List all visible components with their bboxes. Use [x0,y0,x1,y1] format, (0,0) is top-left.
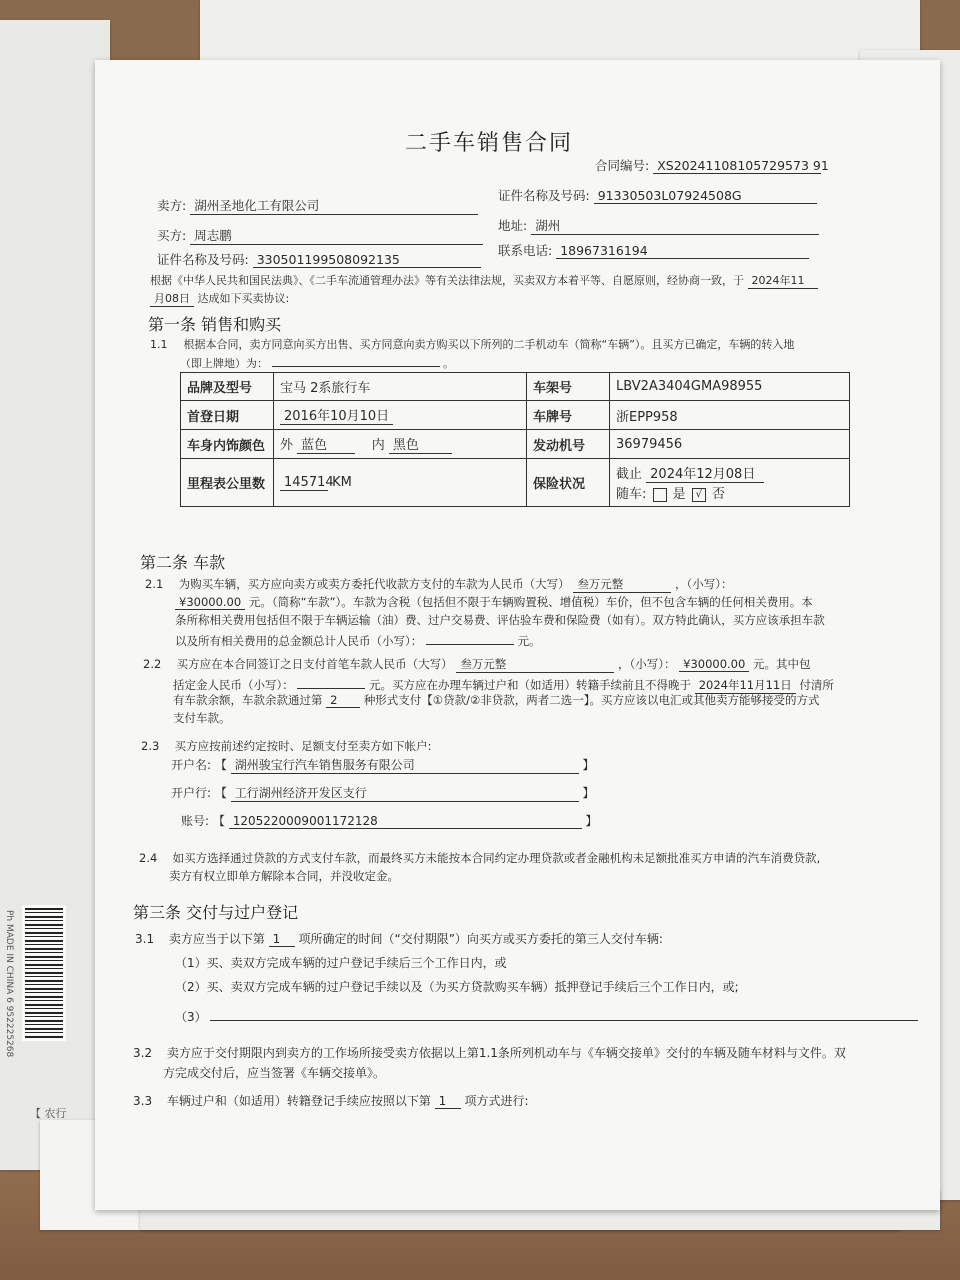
clause-2-1-d: 以及所有相关费用的总金额总计人民币（小写）： 元。 [175,630,541,649]
inner-color: 黑色 [389,434,452,454]
clause-3-2-b: 方完成交付后，应当签署《车辆交接单》。 [163,1066,386,1080]
bank-name: 工行湖州经济开发区支行 [231,784,579,802]
payoff-date: 2024年11月11日 [695,677,796,694]
reg-date-value: 2016年10月10日 [280,405,393,425]
clause-2-4-b: 卖方有权立即单方解除本合同，并没收定金。 [169,869,399,883]
clause-3-2: 3.2 卖方应于交付期限内到卖方的工作场所接受卖方依据以上第1.1条所列机动车与《车辆交接单》交付的车辆及随车材料与文件。双 [133,1046,846,1060]
buyer-name: 周志鹏 [190,226,483,245]
bank-row: 开户行: 【 工行湖州经济开发区支行 】 [171,786,595,800]
barcode-label [22,905,66,1041]
contract-number-row: 合同编号: XS20241108105729573 91 [595,158,829,173]
address-row: 地址: 湖州 [498,216,819,235]
phone-row: 联系电话: 18967316194 [498,241,809,259]
first-payment-lower: ¥30000.00 [679,657,749,672]
insurance-no-checkbox[interactable]: √ [692,488,706,502]
clause-2-2-d: 支付车款。 [173,711,231,725]
table-row: 首登日期 2016年10月10日 车牌号 浙EPP958 [181,401,850,430]
intro-date-a: 2024年11 [748,272,818,289]
article-3-title: 第三条 交付与过户登记 [133,903,299,922]
price-upper: 叁万元整 [573,576,671,593]
clause-2-2-c: 有车款余额，车款余款通过第 2 种形式支付【①贷款/②非贷款，两者二选一】。买方应该以电汇或其他卖方能够接受的方式 [173,693,820,707]
delivery-option: 1 [269,932,295,947]
mileage-value: 145714 [280,475,328,491]
insurance-yes-checkbox[interactable] [653,488,667,502]
seller-id: 91330503L07924508G [594,188,817,204]
plate-value: 浙EPP958 [610,401,850,430]
vin-value: LBV2A3404GMA98955 [610,373,850,401]
article-1-title: 第一条 销售和购买 [148,315,282,334]
buyer-id: 330501199508092135 [253,252,481,268]
engine-value: 36979456 [610,430,850,459]
clause-3-1-option-1: （1）买、卖双方完成车辆的过户登记手续后三个工作日内，或 [175,956,507,970]
clause-3-1: 3.1 卖方应当于以下第 1 项所确定的时间（“交付期限”）向买方或买方委托的第三人交付车辆: [135,932,663,946]
clause-2-2-b: 括定金人民币（小写）： 元。买方应在办理车辆过户和（如适用）转籍手续前且不得晚于 2024年11月11日 付清所 [173,674,834,694]
vehicle-table [180,372,850,507]
seller-name: 湖州圣地化工有限公司 [190,196,478,215]
buyer-row: 买方: 周志鹏 [157,226,483,245]
clause-1-1-cont: （即上牌地）为： 。 [180,352,454,371]
intro-line-1: 根据《中华人民共和国民法典》、《二手车流通管理办法》等有关法律法规，买卖双方本着平等、自愿原则，经协商一致，于 2024年11 [150,272,818,289]
first-payment-upper: 叁万元整 [456,656,614,673]
article-2-title: 第二条 车款 [140,553,226,572]
left-tag: 【 农行 [30,1107,67,1120]
clause-2-1-c: 条所称相关费用包括但不限于车辆运输（油）费、过户交易费、评估验车费和保险费（如有）。双方特此确认，买方应该承担车款 [175,613,825,627]
buyer-id-row: 证件名称及号码: 330501199508092135 [157,250,481,268]
table-row: 车身内饰颜色 外 蓝色 内 黑色 发动机号 36979456 [181,430,850,459]
clause-2-2: 2.2 买方应在本合同签订之日支付首笔车款人民币（大写） 叁万元整 ，（小写）： ¥30000.00 元。其中包 [143,657,811,671]
clause-2-4: 2.4 如买方选择通过贷款的方式支付车款，而最终买方未能按本合同约定办理贷款或者金融机构未足额批准买方申请的汽车消费贷款, [139,851,821,865]
clause-2-1-b: ¥30000.00 元。（简称“车款”）。车款为含税（包括但不限于车辆购置税、增值税）车价，但不包含车辆的任何相关费用。本 [175,594,813,610]
intro-line-2: 月08日 达成如下买卖协议: [150,290,289,307]
contract-page [95,60,940,1210]
background-paper [200,0,920,60]
clause-2-3: 2.3 买方应按前述约定按时、足额支付至卖方如下帐户: [141,739,432,753]
transfer-option: 1 [435,1094,461,1109]
table-row: 里程表公里数 145714 KM 保险状况 截止 2024年12月08日 随车: 是 √ 否 [181,459,850,507]
barcode-text: Ph MADE IN CHINA 6 952225268 [4,910,14,1058]
clause-2-1: 2.1 为购买车辆，买方应向卖方或卖方委托代收款方支付的车款为人民币（大写） 叁万元整 ，（小写）： [145,577,733,591]
bank-account-name-row: 开户名: 【 湖州骏宝行汽车销售服务有限公司 】 [171,758,595,772]
address: 湖州 [531,216,819,235]
intro-date-b: 月08日 [150,290,194,307]
contract-number: XS20241108105729573 91 [653,158,821,174]
clause-3-1-option-3: （3） [175,1006,918,1025]
bank-account-name: 湖州骏宝行汽车销售服务有限公司 [231,756,579,774]
payment-method: 2 [326,693,360,708]
clause-1-1: 1.1 根据本合同，卖方同意向买方出售、买方同意向卖方购买以下所列的二手机动车（简称“车辆”）。且买方已确定，车辆的转入地 [150,338,795,351]
account-row: 账号: 【 1205220009001172128 】 [181,814,598,828]
outer-color: 蓝色 [297,434,355,454]
table-row: 品牌及型号 宝马 2系旅行车 车架号 LBV2A3404GMA98955 [181,373,850,401]
seller-row: 卖方: 湖州圣地化工有限公司 [157,196,478,215]
clause-3-3: 3.3 车辆过户和（如适用）转籍登记手续应按照以下第 1 项方式进行: [133,1094,529,1108]
insurance-deadline: 2024年12月08日 [646,463,764,483]
price-lower: ¥30000.00 [175,595,245,610]
brand-value: 宝马 2系旅行车 [274,373,527,401]
account-number: 1205220009001172128 [229,814,582,829]
phone: 18967316194 [556,243,809,259]
clause-3-1-option-2: （2）买、卖双方完成车辆的过户登记手续以及（为买方贷款购买车辆）抵押登记手续后三个工作日内，或; [175,980,739,994]
seller-id-row: 证件名称及号码: 91330503L07924508G [498,186,817,204]
contract-title: 二手车销售合同 [405,131,574,156]
